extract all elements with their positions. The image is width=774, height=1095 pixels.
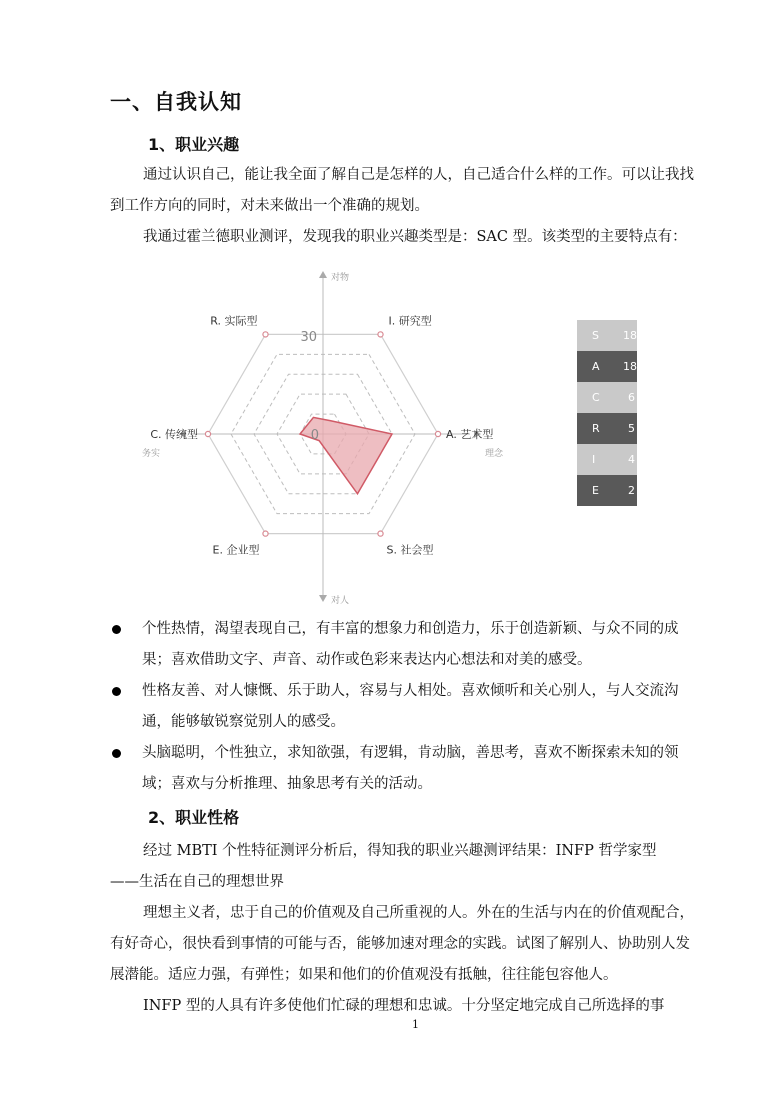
radar-axis-label: C. 传统型 bbox=[150, 428, 198, 441]
score-value: 18 bbox=[623, 360, 637, 373]
score-row bbox=[577, 413, 637, 444]
score-letter: I bbox=[592, 453, 596, 466]
paragraph-intro-text: 通过认识自己，能让我全面了解自己是怎样的人，自己适合什么样的工作。可以让我找到工作方向的同时，对未来做出一个准确的规划。 bbox=[110, 167, 694, 214]
arrow-down-icon bbox=[319, 595, 327, 602]
paragraph-mbti-line1 bbox=[110, 836, 700, 867]
paragraph-intro bbox=[110, 160, 700, 222]
score-letter: R bbox=[592, 422, 600, 435]
paragraph-infp bbox=[110, 991, 700, 1022]
score-value: 18 bbox=[623, 329, 637, 342]
radar-axis-label: A. 艺术型 bbox=[446, 428, 494, 441]
bullet-text: 头脑聪明，个性独立，求知欲强，有逻辑，肯动脑，善思考，喜欢不断探索未知的领域；喜欢与分析推理、抽象思考有关的活动。 bbox=[142, 745, 679, 792]
bullet-item bbox=[110, 738, 700, 800]
bullet-list bbox=[110, 614, 700, 800]
bullet-item bbox=[110, 676, 700, 738]
axis-label-bottom: 对人 bbox=[331, 596, 350, 606]
radar-vertex-dot bbox=[263, 531, 268, 536]
score-row bbox=[577, 320, 637, 351]
section-title-personality: 2、职业性格 bbox=[148, 808, 240, 827]
bullet-dot bbox=[112, 687, 121, 696]
score-value: 6 bbox=[628, 391, 635, 404]
paragraph-mbti-line2: ——生活在自己的理想世界 bbox=[110, 874, 284, 890]
score-row bbox=[577, 475, 637, 506]
radar-tick-label: 0 bbox=[310, 428, 319, 443]
score-letter: A bbox=[592, 360, 600, 373]
radar-vertex-dot bbox=[435, 431, 440, 436]
axis-label-top: 对物 bbox=[331, 273, 350, 283]
radar-tick-label: 30 bbox=[300, 330, 317, 345]
bullet-dot bbox=[112, 749, 121, 758]
paragraph-infp-text: INFP 型的人具有许多使他们忙碌的理想和忠诚。十分坚定地完成自己所选择的事 bbox=[143, 998, 665, 1014]
score-letter: S bbox=[592, 329, 599, 342]
page-number: 1 bbox=[412, 1018, 419, 1031]
score-value: 2 bbox=[628, 484, 635, 497]
paragraph-idealist-text: 理想主义者，忠于自己的价值观及自己所重视的人。外在的生活与内在的价值观配合，有好奇心，很快看到事情的可能与否，能够加速对理念的实践。试图了解别人、协助别人发展潜能。适应力强，有弹性；如果和他们的价值观没有抵触，往往能包容他人。 bbox=[110, 905, 694, 983]
score-legend bbox=[577, 320, 637, 506]
axis-label-right: 理念 bbox=[485, 449, 504, 459]
radar-vertex-dot bbox=[263, 332, 268, 337]
score-letter: C bbox=[592, 391, 600, 404]
score-letter: E bbox=[592, 484, 599, 497]
score-value: 4 bbox=[628, 453, 635, 466]
radar-vertex-dot bbox=[378, 531, 383, 536]
radar-axis-label: S. 社会型 bbox=[386, 543, 434, 557]
radar-vertex-dot bbox=[378, 332, 383, 337]
holland-radar-chart bbox=[130, 262, 530, 607]
radar-axis-label: E. 企业型 bbox=[212, 543, 260, 557]
axis-label-left: 务实 bbox=[142, 449, 161, 459]
section-title-interest: 1、职业兴趣 bbox=[148, 135, 240, 154]
score-row bbox=[577, 382, 637, 413]
bullet-text: 个性热情，渴望表现自己，有丰富的想象力和创造力，乐于创造新颖、与众不同的成果；喜欢借助文字、声音、动作或色彩来表达内心想法和对美的感受。 bbox=[142, 621, 679, 668]
paragraph-mbti-line1-text: 经过 MBTI 个性特征测评分析后，得知我的职业兴趣测评结果：INFP 哲学家型 bbox=[143, 843, 657, 859]
paragraph-holland bbox=[110, 222, 700, 253]
paragraph-idealist bbox=[110, 898, 700, 991]
bullet-text: 性格友善、对人慷慨、乐于助人，容易与人相处。喜欢倾听和关心别人，与人交流沟通，能够敏锐察觉别人的感受。 bbox=[142, 683, 679, 730]
paragraph-holland-text: 我通过霍兰德职业测评，发现我的职业兴趣类型是：SAC 型。该类型的主要特点有： bbox=[143, 229, 687, 245]
score-value: 5 bbox=[628, 422, 635, 435]
bullet-dot bbox=[112, 625, 121, 634]
radar-vertex-dot bbox=[205, 431, 210, 436]
radar-axis-label: I. 研究型 bbox=[388, 314, 432, 328]
score-row bbox=[577, 444, 637, 475]
score-row bbox=[577, 351, 637, 382]
arrow-up-icon bbox=[319, 271, 327, 278]
page-heading: 一、自我认知 bbox=[110, 90, 242, 114]
bullet-item bbox=[110, 614, 700, 676]
radar-axis-label: R. 实际型 bbox=[210, 314, 258, 328]
